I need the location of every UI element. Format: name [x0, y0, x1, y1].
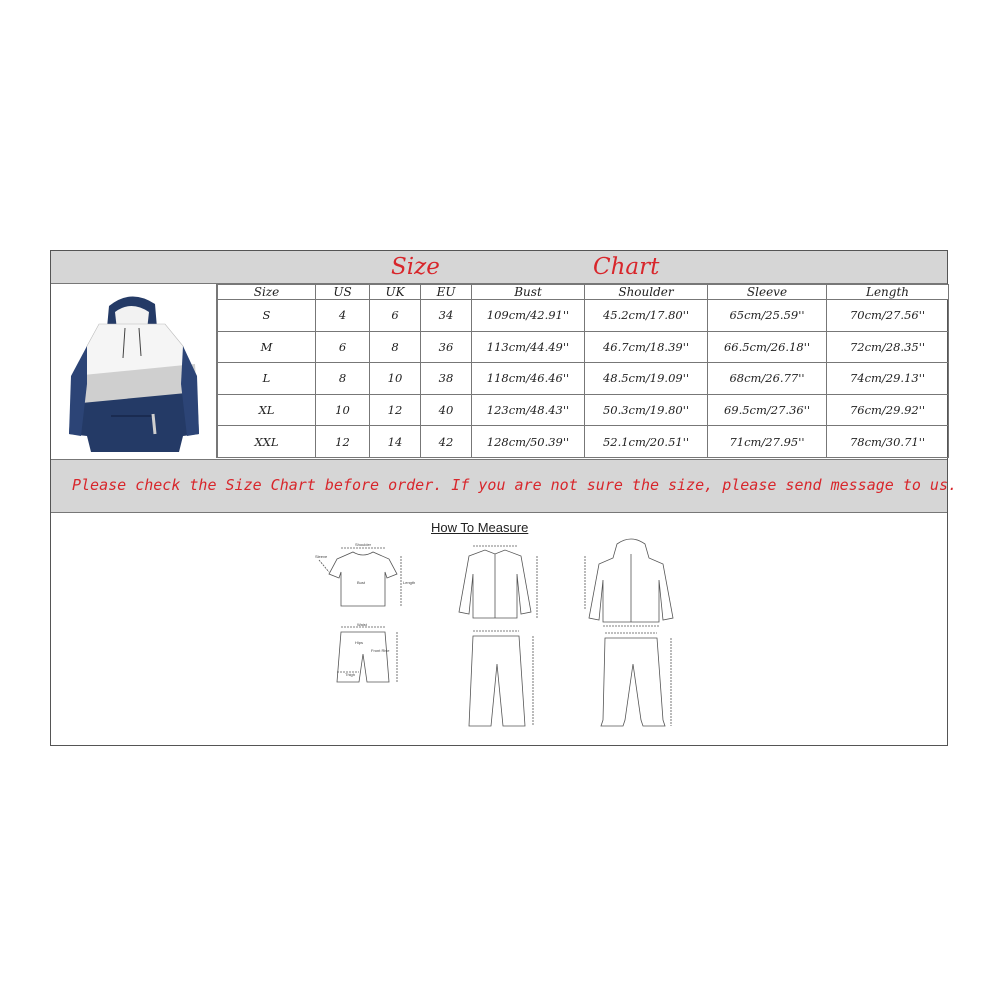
col-header: Bust	[472, 285, 585, 300]
table-cell: 78cm/30.71''	[827, 426, 949, 458]
order-note: Please check the Size Chart before order. If you are not sure the size, please send message to us.	[72, 476, 958, 494]
label-waist: Waist	[357, 622, 367, 627]
table-cell: 12	[370, 394, 421, 426]
label-length: Length	[403, 580, 416, 585]
table-cell: 6	[316, 331, 370, 363]
label-sleeve: Sleeve	[315, 554, 328, 559]
table-cell: 12	[316, 426, 370, 458]
col-header: US	[316, 285, 370, 300]
table-cell: 42	[421, 426, 472, 458]
table-cell: 10	[370, 363, 421, 395]
col-header: EU	[421, 285, 472, 300]
size-chart-card	[50, 250, 958, 746]
tshirt-diagram-icon	[319, 548, 401, 606]
table-cell: 48.5cm/19.09''	[585, 363, 708, 395]
col-header: Size	[218, 285, 316, 300]
table-cell: 4	[316, 300, 370, 332]
table-row	[218, 331, 949, 363]
label-thigh: Thigh	[345, 672, 356, 677]
table-cell: 70cm/27.56''	[827, 300, 949, 332]
table-cell: 128cm/50.39''	[472, 426, 585, 458]
size-table	[217, 284, 949, 458]
measure-title: How To Measure	[431, 520, 529, 535]
table-cell: 40	[421, 394, 472, 426]
table-cell: XL	[218, 394, 316, 426]
table-row	[218, 363, 949, 395]
table-cell: 36	[421, 331, 472, 363]
joggers-diagram-icon	[601, 633, 671, 726]
col-header: Shoulder	[585, 285, 708, 300]
trousers-diagram-icon	[469, 631, 533, 726]
label-shoulder: Shoulder	[355, 542, 372, 547]
table-cell: 118cm/46.46''	[472, 363, 585, 395]
hoodie-diagram-icon	[585, 539, 673, 626]
table-cell: 68cm/26.77''	[708, 363, 827, 395]
table-cell: 113cm/44.49''	[472, 331, 585, 363]
table-cell: M	[218, 331, 316, 363]
measure-diagrams	[301, 514, 701, 739]
col-header: Sleeve	[708, 285, 827, 300]
label-front-rise: Front Rise	[371, 648, 390, 653]
table-cell: L	[218, 363, 316, 395]
label-bust: Bust	[357, 580, 366, 585]
table-cell: 109cm/42.91''	[472, 300, 585, 332]
table-cell: 46.7cm/18.39''	[585, 331, 708, 363]
title-size: Size	[391, 254, 440, 280]
how-to-measure-panel	[301, 514, 701, 739]
table-cell: 76cm/29.92''	[827, 394, 949, 426]
table-cell: 69.5cm/27.36''	[708, 394, 827, 426]
table-cell: 66.5cm/26.18''	[708, 331, 827, 363]
table-cell: 52.1cm/20.51''	[585, 426, 708, 458]
table-cell: 6	[370, 300, 421, 332]
table-row	[218, 426, 949, 458]
table-cell: XXL	[218, 426, 316, 458]
hoodie-icon	[51, 284, 216, 458]
table-cell: 65cm/25.59''	[708, 300, 827, 332]
table-cell: 72cm/28.35''	[827, 331, 949, 363]
col-header: Length	[827, 285, 949, 300]
table-cell: 74cm/29.13''	[827, 363, 949, 395]
table-row	[218, 394, 949, 426]
table-cell: 8	[316, 363, 370, 395]
table-header-row	[218, 285, 949, 300]
table-cell: 14	[370, 426, 421, 458]
table-cell: 34	[421, 300, 472, 332]
table-cell: 123cm/48.43''	[472, 394, 585, 426]
hoodie-image	[51, 284, 217, 458]
title-band	[51, 251, 947, 284]
table-cell: 45.2cm/17.80''	[585, 300, 708, 332]
table-row	[218, 300, 949, 332]
table-cell: 38	[421, 363, 472, 395]
table-cell: 71cm/27.95''	[708, 426, 827, 458]
shirt-diagram-icon	[459, 546, 537, 618]
note-band	[51, 459, 958, 513]
label-hips: Hips	[355, 640, 364, 645]
title-chart: Chart	[593, 254, 660, 280]
col-header: UK	[370, 285, 421, 300]
table-cell: 10	[316, 394, 370, 426]
table-cell: S	[218, 300, 316, 332]
table-cell: 8	[370, 331, 421, 363]
table-cell: 50.3cm/19.80''	[585, 394, 708, 426]
